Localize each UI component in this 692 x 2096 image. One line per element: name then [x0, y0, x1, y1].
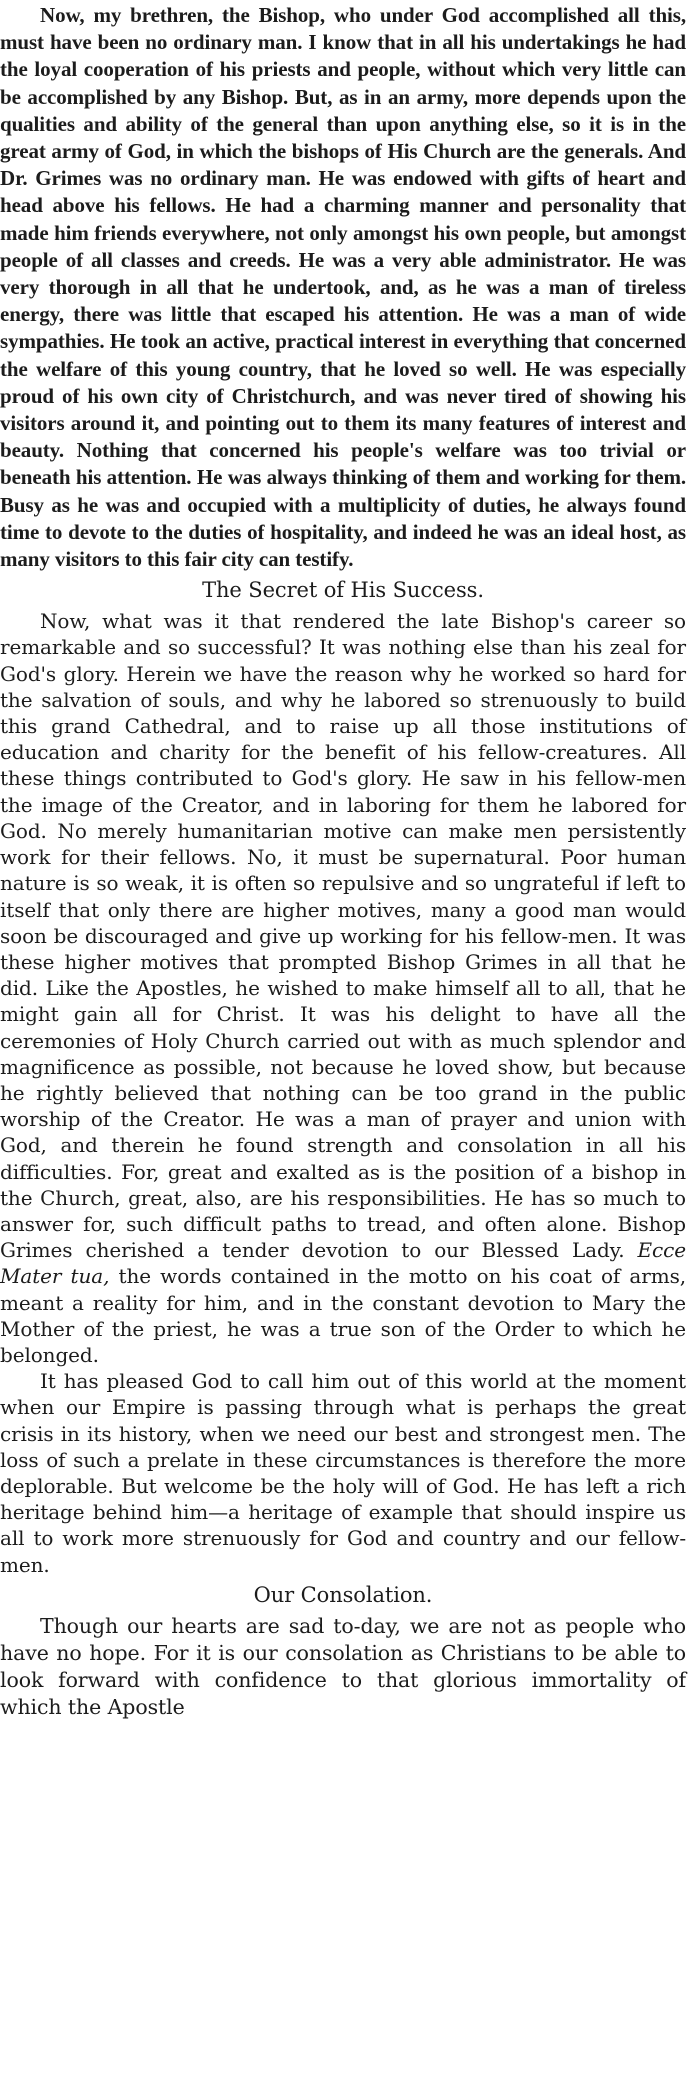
paragraph-consolation: Though our hearts are sad to-day, we are not as people who have no hope. For it is our consolation as Christians to be able to look forward with confidence to that glorious immortality of which the Apostle [0, 1613, 686, 1719]
paragraph-call-from-world: It has pleased God to call him out of this world at the moment when our Empire is passing through what is perhaps the great crisis in its history, when we need our best and strongest men. The loss of such a prelate in these circumstances is therefore the more deplorable. But welcome be the holy will of God. He has left a rich heritage behind him—a heritage of example that should inspire us all to work more strenuously for God and country and our fellow-men. [0, 1369, 686, 1577]
motto-latin: Ecce Mater tua, [0, 1238, 686, 1289]
paragraph-text-before-motto: Now, what was it that rendered the late Bishop's career so remarkable and so successful? It was nothing else than his zeal for God's glory. Herein we have the reason why he worked so hard for the salvation of souls, and why he labored so strenuously to build this grand Cathedral, and to raise up all those institutions of education and charity for the benefit of his fellow-creatures. All these things contributed to God's glory. He saw in his fellow-men the image of the Creator, and in laboring for them he labored for God. No merely humanitarian motive can make men persistently work for their fellows. No, it must be supernatural. Poor human nature is so weak, it is often so repulsive and so ungrateful if left to itself that only there are higher motives, many a good man would soon be discouraged and give up working for his fellow-men. It was these higher motives that prompted Bishop Grimes in all that he did. Like the Apostles, he wished to make himself all to all, that he might gain all for Christ. It was his delight to have all the ceremonies of Holy Church carried out with as much splendor and magnificence as possible, not because he loved show, but because he rightly believed that nothing can be too grand in the public worship of the Creator. He was a man of prayer and union with God, and therein he found strength and consolation in all his difficulties. For, great and exalted as is the position of a bishop in the Church, great, also, are his responsibilities. He has so much to answer for, such difficult paths to tread, and often alone. Bishop Grimes cherished a tender devotion to our Blessed Lady. [0, 609, 686, 1263]
section-heading-our-consolation: Our Consolation. [253, 1582, 433, 1607]
paragraph-text-after-motto: the words contained in the motto on his coat of arms, meant a reality for him, and in the constant devotion to Mary the Mother of the priest, he was a true son of the Order to which he belonged. [0, 1264, 686, 1367]
paragraph-bishop-character: Now, my brethren, the Bishop, who under God accomplished all this, must have been no ordinary man. I know that in all his undertakings he had the loyal cooperation of his priests and people, without which very little can be accomplished by any Bishop. But, as in an army, more depends upon the qualities and ability of the general than upon anything else, so it is in the great army of God, in which the bishops of His Church are the generals. And Dr. Grimes was no ordinary man. He was endowed with gifts of heart and head above his fellows. He had a charming manner and personality that made him friends everywhere, not only amongst his own people, but amongst people of all classes and creeds. He was a very able administrator. He was very thorough in all that he undertook, and, as he was a man of tireless energy, there was little that escaped his attention. He was a man of wide sympathies. He took an active, practical interest in everything that concerned the welfare of this young country, that he loved so well. He was especially proud of his own city of Christchurch, and was never tired of showing his visitors around it, and pointing out to them its many features of interest and beauty. Nothing that concerned his people's welfare was too trivial or beneath his attention. He was always thinking of them and working for them. Busy as he was and occupied with a multiplicity of duties, he always found time to devote to the duties of hospitality, and indeed he was an ideal host, as many visitors to this fair city can testify. [0, 3, 686, 572]
section-heading-secret-of-success: The Secret of His Success. [202, 578, 484, 603]
paragraph-zeal-for-gods-glory [0, 608, 686, 1368]
